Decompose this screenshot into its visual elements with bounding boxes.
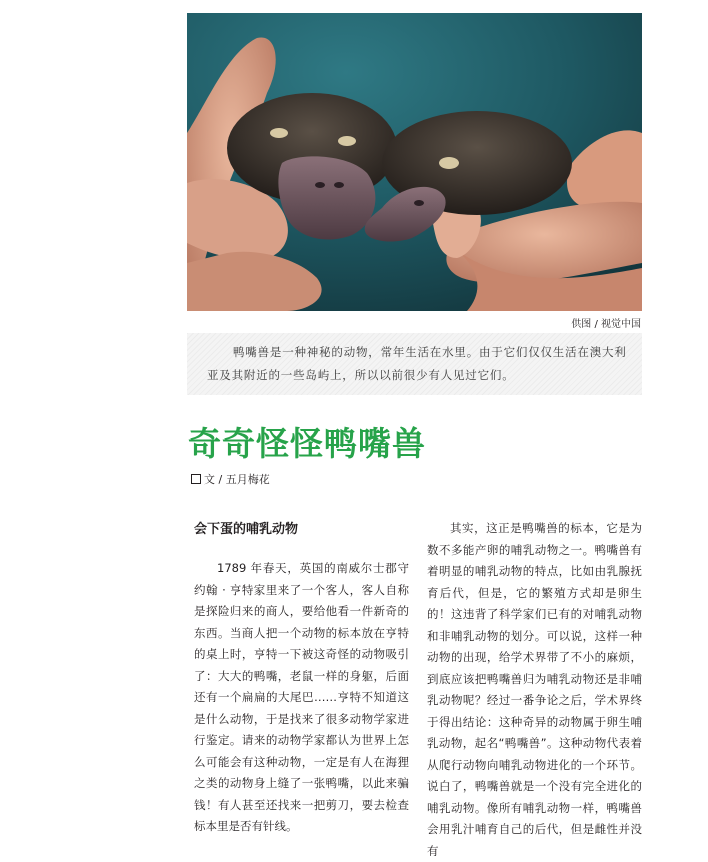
right-column [427, 518, 642, 862]
square-icon [191, 474, 201, 484]
body-paragraph: 1789 年春天，英国的南威尔士郡守约翰 · 亨特家里来了一个客人，客人自称是探险归来的商人，要给他看一件新奇的东西。当商人把一个动物的标本放在亨特的桌上时，亨特一下被这奇怪的动物吸引了：大大的鸭嘴，老鼠一样的身躯，后面还有一个扁扁的大尾巴……亨特不知道这是什么动物，于是找来了很多动物学家进行鉴定。请来的动物学家都认为世界上怎么可能会有这种动物，一定是有人在海狸之类的动物身上缝了一张鸭嘴，以此来骗钱！有人甚至还找来一把剪刀，要去检查标本里是否有针线。 [194, 561, 409, 833]
left-column [194, 518, 409, 838]
article-title: 奇奇怪怪鸭嘴兽 [188, 424, 426, 463]
byline [191, 471, 270, 487]
byline-text: 文 / 五月梅花 [204, 473, 270, 486]
platypus-photo [187, 13, 642, 311]
body-paragraph: 其实，这正是鸭嘴兽的标本，它是为数不多能产卵的哺乳动物之一。鸭嘴兽有着明显的哺乳动物的特点，比如由乳腺抚育后代，但是，它的繁殖方式却是卵生的！这违背了科学家们已有的对哺乳动物和非哺乳动物的划分。可以说，这样一种动物的出现，给学术界带了不小的麻烦，到底应该把鸭嘴兽归为哺乳动物还是非哺乳动物呢？经过一番争论之后，学术界终于得出结论：这种奇异的动物属于卵生哺乳动物，起名“鸭嘴兽”。这种动物代表着从爬行动物向哺乳动物进化的一个环节。说白了，鸭嘴兽就是一个没有完全进化的哺乳动物。像所有哺乳动物一样，鸭嘴兽会用乳汁哺育自己的后代，但是雌性并没有 [427, 521, 642, 858]
photo-credit: 供图 / 视觉中国 [571, 319, 641, 330]
intro-text: 鸭嘴兽是一种神秘的动物，常年生活在水里。由于它们仅仅生活在澳大利亚及其附近的一些岛屿上，所以以前很少有人见过它们。 [207, 345, 627, 382]
intro-box [187, 333, 642, 395]
section-heading: 会下蛋的哺乳动物 [194, 522, 299, 537]
